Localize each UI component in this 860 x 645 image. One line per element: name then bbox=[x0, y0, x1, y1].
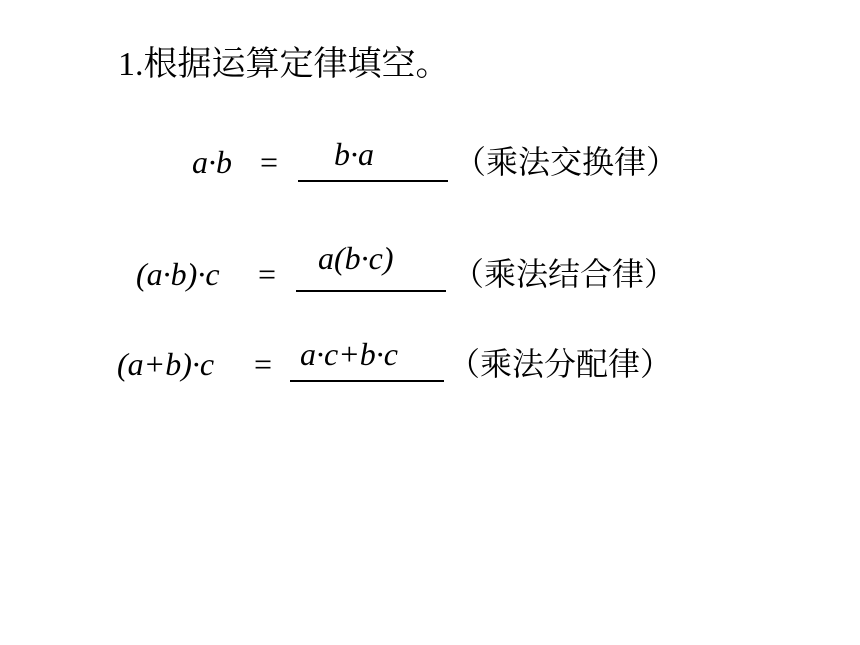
question-title bbox=[118, 42, 450, 87]
row-3-lhs: (a+b)·c bbox=[117, 346, 215, 382]
row-1-answer: b·a bbox=[334, 136, 374, 172]
row-1-law-label: （乘法交换律） bbox=[454, 143, 679, 181]
row-2-law-label: （乘法结合律） bbox=[452, 255, 677, 293]
row-2-lhs: (a·b)·c bbox=[136, 256, 220, 292]
row-3-equals: = bbox=[254, 346, 273, 382]
question-number: 1. bbox=[118, 46, 144, 83]
row-2-answer: a(b·c) bbox=[318, 240, 394, 276]
row-1-equals: = bbox=[260, 144, 279, 180]
row-3-law-label: （乘法分配律） bbox=[448, 345, 673, 383]
row-2-equals: = bbox=[258, 256, 277, 292]
row-1-blank-line bbox=[298, 180, 448, 182]
row-2-blank-line bbox=[296, 290, 446, 292]
row-3-answer: a·c+b·c bbox=[300, 336, 398, 372]
row-1-lhs: a·b bbox=[192, 144, 232, 180]
question-prompt: 根据运算定律填空。 bbox=[143, 44, 450, 84]
row-3-blank-line bbox=[290, 380, 444, 382]
